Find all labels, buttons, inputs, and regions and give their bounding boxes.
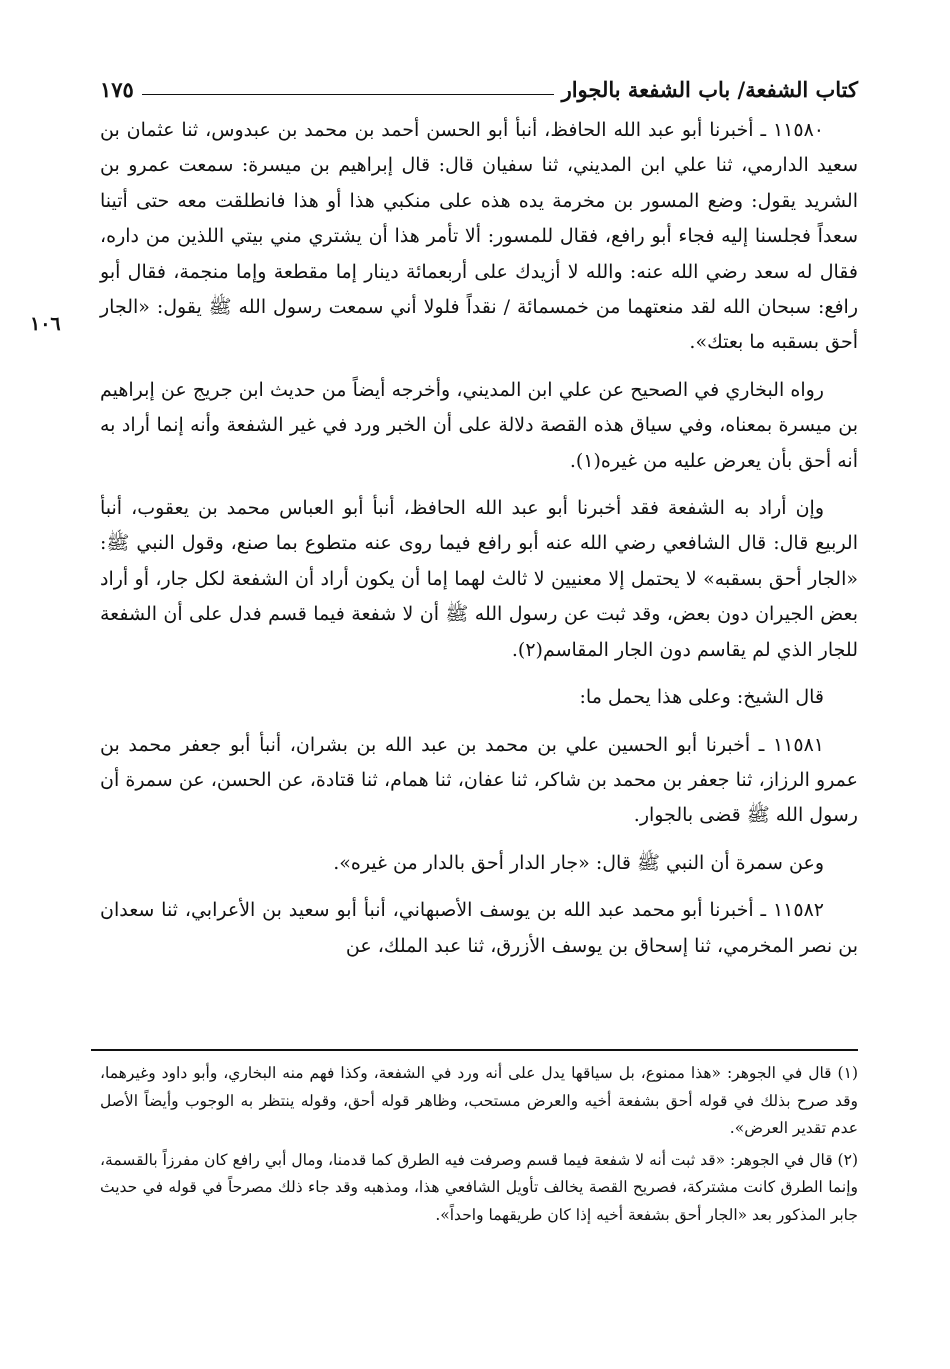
footnotes [100, 1060, 858, 1229]
page-header [100, 62, 858, 102]
footnote-divider [91, 1049, 858, 1051]
hadith-11581: ١١٥٨١ ـ أخبرنا أبو الحسين علي بن محمد بن عبد الله بن بشران، أنبأ أبو جعفر محمد بن عمرو الرزاز، ثنا جعفر بن محمد بن شاكر، ثنا عفان، ثنا همام، ثنا قتادة، عن الحسن، عن سمرة أن رسول الله ﷺ قضى بالجوار. [100, 733, 858, 827]
commentary-bukhari: رواه البخاري في الصحيح عن علي ابن المديني، وأخرجه أيضاً من حديث ابن جريج عن إبراهيم بن ميسرة بمعناه، وفي سياق هذه القصة دلالة على أن الخبر ورد في غير الشفعة وأنه إنما أراد به أنه أحق بأن يعرض عليه من غيره(١). [100, 378, 858, 472]
page-number: ١٧٥ [100, 77, 134, 102]
commentary-shafii: وإن أراد به الشفعة فقد أخبرنا أبو عبد الله الحافظ، أنبأ أبو العباس محمد بن يعقوب، أنبأ الربيع قال: قال الشافعي رضي الله عنه أبو رافع فيما روى عنه متطوع بما صنع، وقول النبي ﷺ: «الجار أحق بسقبه» لا يحتمل إلا معنيين لا ثالث لهما إما أن يكون أراد أن الشفعة لكل جار، أو أراد بعض الجيران دون بعض، وقد ثبت عن رسول الله ﷺ أن لا شفعة فيما قسم فدل على أن الشفعة للجار الذي لم يقاسم دون الجار المقاسم(٢). [100, 497, 858, 661]
footnote-2: (٢) قال في الجوهر: «قد ثبت أنه لا شفعة فيما قسم وصرفت فيه الطرق كما قدمنا، ومال أبي رافع كان مفرزاً بالقسمة، وإنما الطرق كانت مشتركة، فصريح القصة يخالف تأويل الشافعي هذا، ومذهبه وقد جاء ذلك مصرحاً في قوله في حديث جابر المذكور بعد «الجار أحق بشفعة أخيه إذا كان طريقهما واحداً». [100, 1150, 858, 1224]
footnote-1: (١) قال في الجوهر: «هذا ممنوع، بل سياقها يدل على أنه ورد في الشفعة، وكذا فهم منه البخاري، وأبو داود وغيرهما، وقد صرح بذلك في قوله أحق بشفعة أخيه والعرض مستحب، وظاهر قوله أحق، وقوله ينتظر به الوجوب وأيضاً الأصل عدم تقدير العرض». [100, 1064, 858, 1137]
sheikh-remark: قال الشيخ: وعلى هذا يحمل ما: [579, 686, 824, 709]
running-title: كتاب الشفعة/ باب الشفعة بالجوار [561, 77, 858, 102]
main-text [100, 113, 858, 964]
header-rule [142, 94, 554, 95]
margin-page-reference: ١٠٦ [30, 313, 61, 335]
hadith-11582: ١١٥٨٢ ـ أخبرنا أبو محمد عبد الله بن يوسف الأصبهاني، أنبأ أبو سعيد بن الأعرابي، ثنا سعدان بن نصر المخرمي، ثنا إسحاق بن يوسف الأزرق، ثنا عبد الملك، عن [100, 899, 858, 957]
samura-narration: وعن سمرة أن النبي ﷺ قال: «جار الدار أحق بالدار من غيره». [333, 851, 824, 874]
hadith-11580: ١١٥٨٠ ـ أخبرنا أبو عبد الله الحافظ، أنبأ أبو الحسن أحمد بن محمد بن عبدوس، ثنا عثمان بن سعيد الدارمي، ثنا علي ابن المديني، ثنا سفيان قال: قال إبراهيم بن ميسرة: سمعت عمرو بن الشريد يقول: وضع المسور بن مخرمة يده هذه على منكبي هذا أو هذا فانطلقت معه حتى أتينا سعداً فجلسنا إليه فجاء أبو رافع، فقال للمسور: ألا تأمر هذا أن يشتري مني بيتي اللذين من داره، فقال له سعد رضي الله عنه: والله لا أزيدك على أربعمائة دينار إما مقطعة وإما منجمة، فقال أبو رافع: سبحان الله لقد منعتهما من خمسمائة / نقداً فلولا أني سمعت رسول الله ﷺ يقول: «الجار أحق بسقبه ما بعتك». [100, 119, 858, 354]
